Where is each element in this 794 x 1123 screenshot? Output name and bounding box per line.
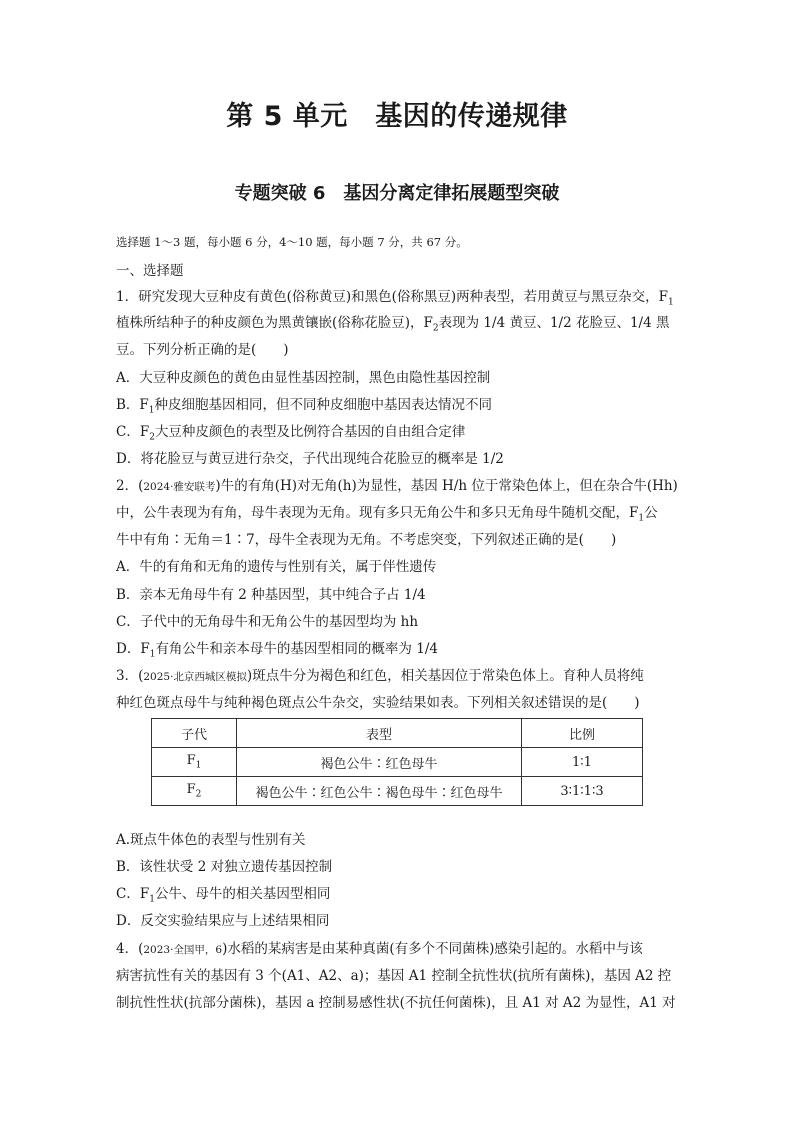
table-cell-generation: $F_2$ <box>152 777 237 806</box>
q1-option-c: C．$F_2$大豆种皮颜色的表型及比例符合基因的自由组合定律 <box>116 424 466 443</box>
table-cell-generation: $F_1$ <box>152 748 237 777</box>
table-row <box>152 777 643 806</box>
q1-option-a: A．大豆种皮颜色的黄色由显性基因控制，黑色由隐性基因控制 <box>116 370 491 386</box>
q3-option-a: A.斑点牛体色的表型与性别有关 <box>116 832 306 848</box>
q1-stem-line-1: 1．研究发现大豆种皮有黄色(俗称黄豆)和黑色(俗称黑豆)两种表型，若用黄豆与黑豆杂交，$F_1$ <box>116 289 674 308</box>
q3-stem-line-2: 种红色斑点母牛与纯种褐色斑点公牛杂交，实验结果如表。下列相关叙述错误的是( ) <box>116 695 640 711</box>
q1-stem-line-3: 豆。下列分析正确的是( ) <box>116 342 289 358</box>
q2-option-c: C．子代中的无角母牛和无角公牛的基因型均为 hh <box>116 614 419 630</box>
q2-stem-line-3: 牛中有角∶无角＝1∶7，母牛全表现为无角。不考虑突变，下列叙述正确的是( ) <box>116 532 617 548</box>
q3-option-d: D．反交实验结果应与上述结果相同 <box>116 913 330 929</box>
results-table <box>151 718 643 806</box>
q3-source: 2025·北京西城区模拟 <box>143 671 247 683</box>
table-cell-phenotype: 褐色公牛∶红色母牛 <box>237 748 522 777</box>
page-subtitle: 专题突破 6 基因分离定律拓展题型突破 <box>234 183 560 204</box>
section-heading: 一、选择题 <box>116 263 184 279</box>
q2-option-d: D．$F_1$有角公牛和亲本母牛的基因型相同的概率为 1/4 <box>116 641 438 660</box>
q4-stem-line-3: 制抗性性状(抗部分菌株)，基因 a 控制易感性状(不抗任何菌株)，且 A1 对 A2 为显性，A1 对 <box>116 995 676 1011</box>
table-cell-phenotype: 褐色公牛∶红色公牛∶褐色母牛∶红色母牛 <box>237 777 522 806</box>
q4-stem-line-1: 4．(2023·全国甲，6)水稻的某病害是由某种真菌(有多个不同菌株)感染引起的。水稻中与该 <box>116 941 643 957</box>
q1-option-d: D．将花脸豆与黄豆进行杂交，子代出现纯合花脸豆的概率是 1/2 <box>116 451 504 467</box>
q3-option-b: B．该性状受 2 对独立遗传基因控制 <box>116 859 333 875</box>
q4-source: 2023·全国甲，6 <box>143 944 223 956</box>
table-header-cell: 子代 <box>152 719 237 748</box>
table-cell-ratio: 3∶1∶1∶3 <box>522 777 643 806</box>
q1-stem-line-2: 植株所结种子的种皮颜色为黑黄镶嵌(俗称花脸豆)，$F_2$表现为 1/4 黄豆、1/2 花脸豆、1/4 黑 <box>116 315 670 334</box>
q3-option-c: C．$F_1$公牛、母牛的相关基因型相同 <box>116 886 331 905</box>
table-header-row <box>152 719 643 748</box>
q1-option-b: B．$F_1$种皮细胞基因相同，但不同种皮细胞中基因表达情况不同 <box>116 397 493 416</box>
table-row <box>152 748 643 777</box>
q2-option-b: B．亲本无角母牛有 2 种基因型，其中纯合子占 1/4 <box>116 587 426 603</box>
q2-stem-line-1: 2．(2024·雅安联考)牛的有角(H)对无角(h)为显性，基因 H/h 位于常染色体上，但在杂合牛(Hh) <box>116 478 678 494</box>
q2-stem-line-2: 中，公牛表现为有角，母牛表现为无角。现有多只无角公牛和多只无角母牛随机交配，$F_1$公 <box>116 505 658 524</box>
table-cell-ratio: 1∶1 <box>522 748 643 777</box>
page-title: 第 5 单元 基因的传递规律 <box>226 101 568 132</box>
score-instructions: 选择题 1～3 题，每小题 6 分，4～10 题，每小题 7 分，共 67 分。 <box>116 235 468 249</box>
q4-stem-line-2: 病害抗性有关的基因有 3 个(A1、A2、a)；基因 A1 控制全抗性状(抗所有菌株)，基因 A2 控 <box>116 968 672 984</box>
q2-option-a: A．牛的有角和无角的遗传与性别有关，属于伴性遗传 <box>116 559 437 575</box>
q3-stem-line-1: 3．(2025·北京西城区模拟)斑点牛分为褐色和红色，相关基因位于常染色体上。育种人员将纯 <box>116 668 644 684</box>
table-header-cell: 比例 <box>522 719 643 748</box>
q2-source: 2024·雅安联考 <box>143 481 216 493</box>
table-header-cell: 表型 <box>237 719 522 748</box>
